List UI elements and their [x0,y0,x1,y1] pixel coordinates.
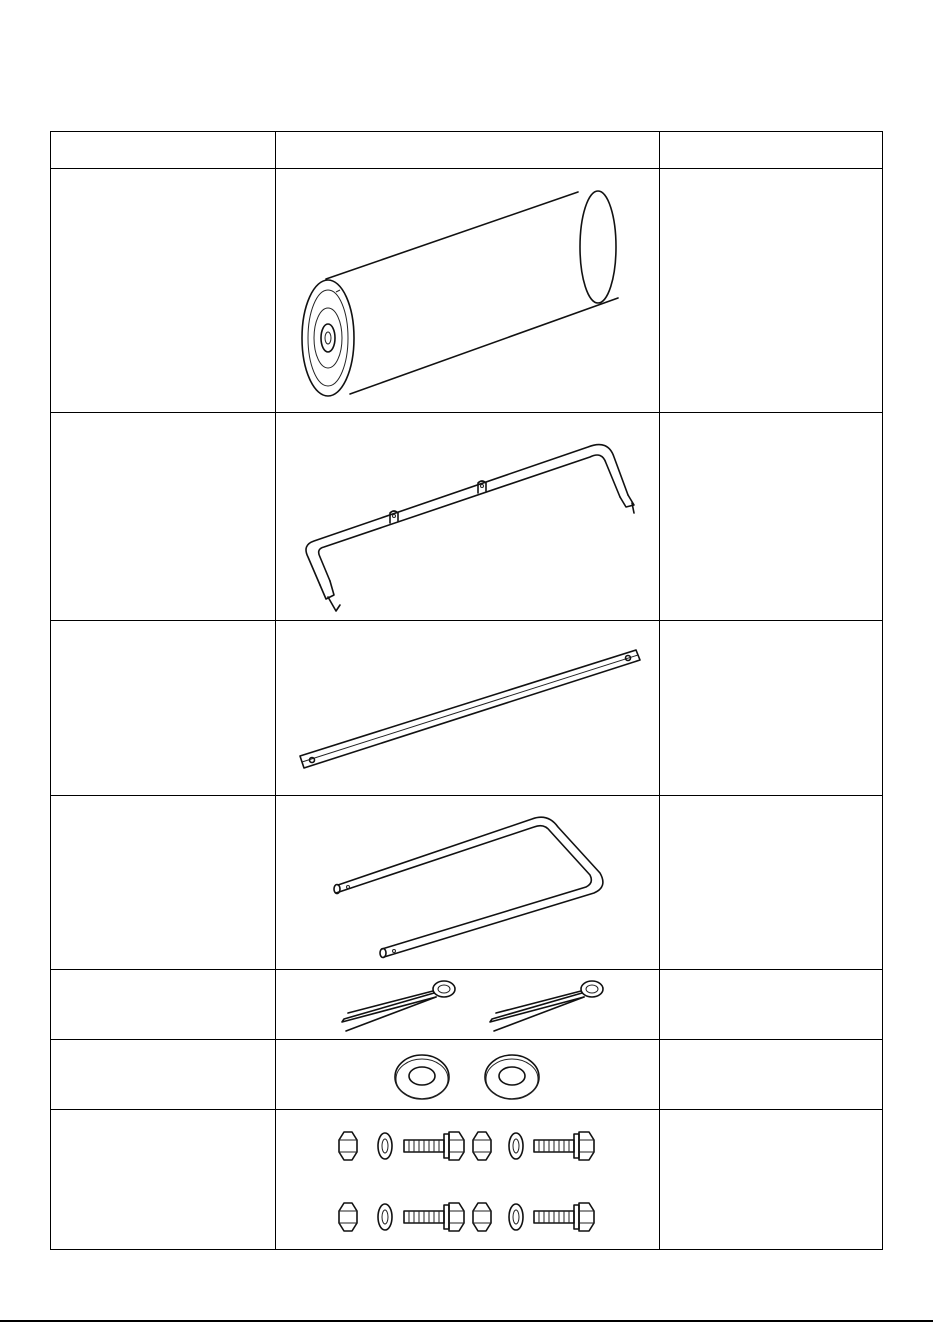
table-row [51,1110,883,1250]
page-bottom-rule [0,1320,933,1322]
part-name [51,413,276,621]
cotter-pin-icon [278,973,658,1037]
part-qty [660,621,883,796]
part-image [276,970,660,1040]
part-image [276,413,660,621]
frame-tube-icon [278,417,658,617]
part-image [276,796,660,970]
table-row [51,1040,883,1110]
part-qty [660,413,883,621]
part-image [276,621,660,796]
part-name [51,169,276,413]
part-name [51,970,276,1040]
nut-bolt-set-icon [278,1113,658,1247]
header-cell-name [51,132,276,169]
part-name [51,621,276,796]
part-name [51,796,276,970]
flat-bar-icon [278,624,658,792]
roller-drum-icon [278,172,658,410]
part-image [276,1110,660,1250]
parts-table [50,131,883,1250]
table-row [51,796,883,970]
table-row [51,621,883,796]
part-image [276,1040,660,1110]
part-name [51,1110,276,1250]
part-name [51,1040,276,1110]
part-qty [660,1110,883,1250]
table-row [51,169,883,413]
u-handle-icon [278,799,658,967]
washer-icon [278,1043,658,1107]
header-cell-qty [660,132,883,169]
part-qty [660,970,883,1040]
table-row [51,970,883,1040]
part-image [276,169,660,413]
header-cell-image [276,132,660,169]
part-qty [660,796,883,970]
table-header-row [51,132,883,169]
part-qty [660,1040,883,1110]
table-row [51,413,883,621]
part-qty [660,169,883,413]
